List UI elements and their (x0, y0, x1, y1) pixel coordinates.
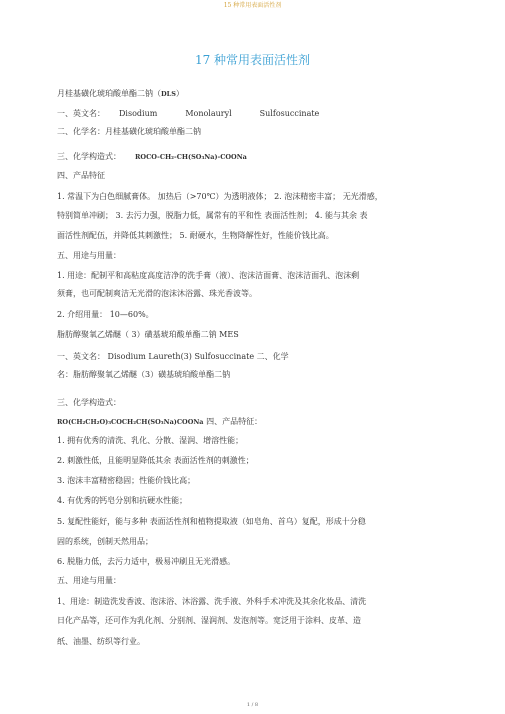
text: RO(CH₂CH₂O)₃COCH₂CH(SO₃Na)COONa (57, 418, 204, 426)
text: 二、化学 (254, 352, 289, 361)
text-line: 1. 常温下为白色细腻膏体。 加热后（>70℃）为透明液体； 2. 泡沫精密丰富； 无光滑感， (57, 192, 383, 201)
document-title: 17 种常用表面活性剂 (194, 53, 311, 67)
text-line: 1. 用途：配制平和高粘度高度洁净的洗手膏（液）、泡沫洁面膏、泡沫洁面乳、泡沫剩 (57, 271, 360, 280)
text-line: 日化产品等，还可作为乳化剂、分别剂、湿润剂、发泡剂等。宽泛用于涂料、皮革、造 (57, 616, 361, 625)
text: 三、化学构造式： (57, 152, 121, 161)
text-line: 5. 复配性能好，能与多种 表面活性剂和植物提取液（如皂角、首乌）复配，形成十分稳 (57, 517, 366, 526)
english-name-line (57, 109, 319, 119)
text-line: 1、用途：制造洗发香波、泡沫浴、沐浴露、洗手液、外科手术冲洗及其余化妆品、清洗 (57, 597, 367, 606)
text: 四、产品特征： (203, 417, 263, 426)
text-line: 特别简单冲刷； 3. 去污力强，脱脂力低，属常有的平和性 表面活性剂； 4. 能与其余 表 (57, 211, 368, 220)
text-line: 2. 介绍用量： 10—60%。 (57, 310, 154, 319)
text-line: 须膏，也可配制爽洁无光滑的泡沫沐浴露、珠光香波等。 (57, 289, 257, 298)
text: Disodium Laureth(3) Sulfosuccinate (107, 352, 255, 361)
text: Sulfosuccinate (259, 109, 320, 118)
text-line: 固的系统，创制天然用品； (57, 537, 153, 546)
section-title-mes: 脂肪醇聚氧乙烯醚（ 3）磺基琥珀酸单酯二钠 MES (57, 330, 239, 339)
text: 月桂基磺化琥珀酸单酯二钠（ (57, 89, 161, 98)
text-line: 面活性剂配伍，并降低其刺激性； 5. 耐硬水，生物降解性好，性能价钱比高。 (57, 231, 334, 240)
text-line: 2. 刺激性低，且能明显降低其余 表面活性剂的刺激性； (57, 456, 254, 465)
section-title-dls (57, 89, 184, 99)
text-line: 纸、油墨、纺织等行业。 (57, 637, 145, 646)
text-line: 五、用途与用量： (57, 576, 121, 585)
text: 一、英文名： (57, 352, 108, 361)
formula-line (57, 417, 262, 427)
english-name-line (57, 352, 289, 362)
text-line: 三、化学构造式： (57, 398, 121, 407)
text-line: 名：脂肪醇聚氧乙烯醚（3）磺基琥珀酸单酯二钠 (57, 370, 231, 379)
text-line: 3. 泡沫丰富精密稳固；性能价钱比高； (57, 476, 196, 485)
text: DLS (161, 90, 176, 98)
text-line: 二、化学名：月桂基磺化琥珀酸单酯二钠 (57, 127, 201, 136)
text: ） (175, 89, 184, 98)
text: 一、英文名： (57, 109, 105, 118)
text-line: 1. 拥有优秀的清洗、乳化、分散、湿润、增溶性能； (57, 436, 244, 445)
page-header: 15 种常用表面活性剂 (223, 2, 282, 9)
text: Disodium (119, 109, 158, 118)
text: Monolauryl (185, 109, 232, 118)
text: ROCO-CH₂-CH(SO₃Na)-COONa (135, 153, 247, 161)
text-line: 五、用途与用量： (57, 251, 121, 260)
text-line: 4. 有优秀的钙皂分别和抗硬水性能； (57, 496, 188, 505)
text-line: 四、产品特征 (57, 171, 105, 180)
page-number: 1 / 8 (246, 702, 259, 708)
text-line: 6. 脱脂力低，去污力适中，极易冲刷且无光滑感。 (57, 557, 236, 566)
formula-line (57, 152, 247, 162)
